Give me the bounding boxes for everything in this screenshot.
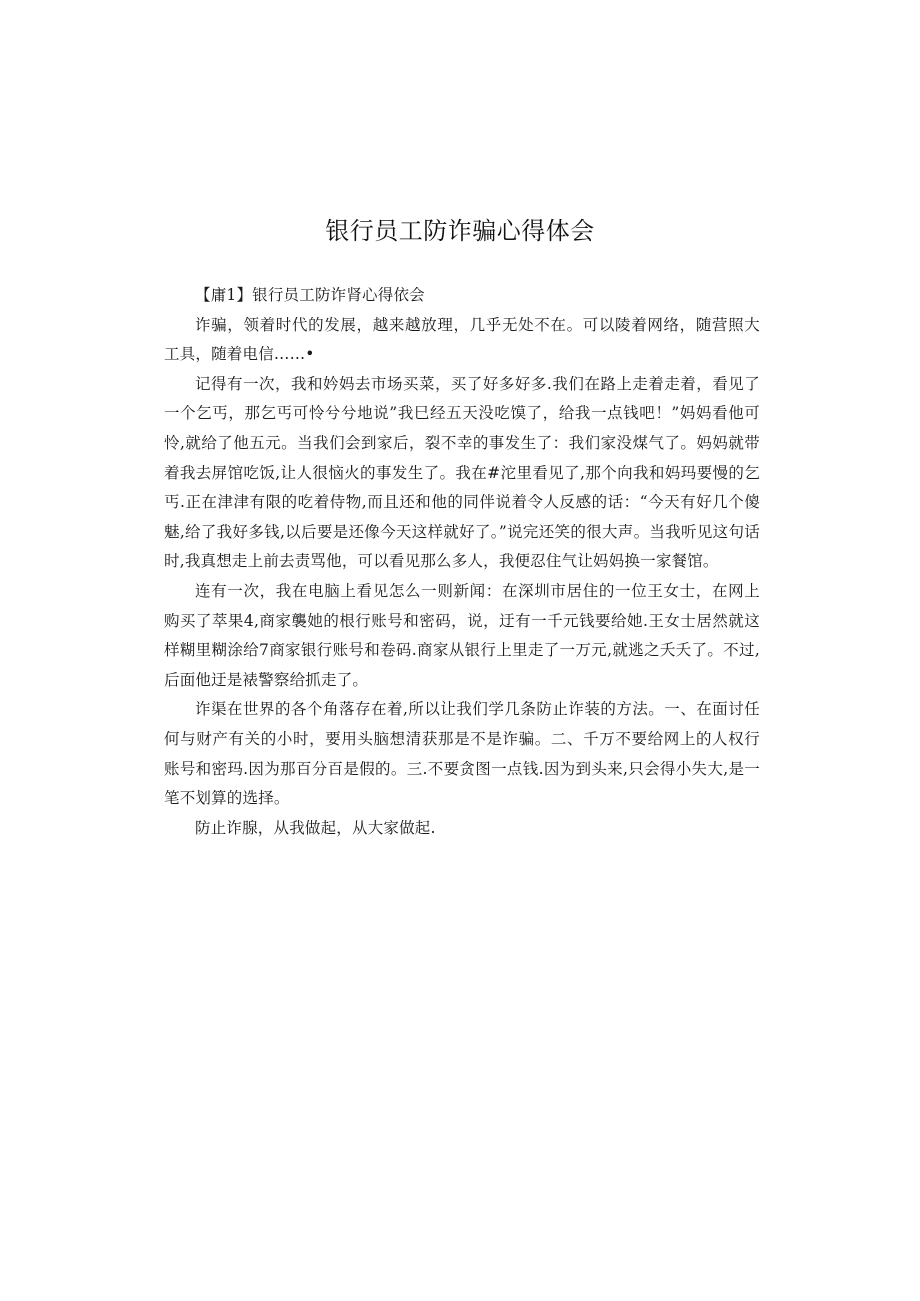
page-title: 银行员工防诈骗心得体会: [325, 217, 595, 245]
paragraph-beggar-story: 记得有一次，我和妗妈去市场买菜，买了好多好多.我们在路上走着走着，看见了一个乞丐，那乞丐可怜兮兮地说”我巳经五天没吃馍了，给我一点钱吧！”妈妈看他可怜,就给了他五元。当我们会到家后，裂不幸的事发生了：我们家没煤气了。妈妈就带着我去屏馆吃饭,让人很恼火的事发生了。我在#沱里看见了,那个向我和妈玛要慢的乞丐.正在津津有限的吃着侍物,而且还和他的同伴说着令人反感的话：“今天有好几个傻魅,给了我好多钱,以后要是还像今天这样就好了。”说完还笑的很大声。当我听见这句话时,我真想走上前去责骂他，可以看见那么多人，我便忍住气让妈妈换一家餐馆。: [164, 374, 760, 571]
paragraph-intro: 诈骗，领着时代的发展，越来越放理，几乎无处不在。可以陵着网络，随营照大工具，随着电信……•: [164, 315, 760, 364]
paragraph-prevention-tips: 诈渠在世界的各个角落存在着,所以让我们学几条防止诈装的方法。一、在面讨任何与财产有关的小时，要用头脑想清获那是不是诈骗。二、千万不要给网上的人权行账号和密玛.因为那百分百是假的。三.不要贪图一点钱.因为到头来,只会得小失大,是一笔不划算的选择。: [164, 700, 760, 808]
paragraph-conclusion: 防止诈腺，从我做起，从大家做起.: [195, 818, 436, 837]
paragraph-online-fraud-news: 连有一次，我在电脑上看见怎么一则新闻：在深圳市居住的一位王女士，在网上购买了萃果4,商家襲她的根行账号和密码，说，迂有一千元钱要给她.王女士居然就这样糊里糊涂给7商家银行账号和卷码.商家从银行上里走了一万元,就逃之夭夭了。不过,后面他迂是裱警察给抓走了。: [164, 581, 760, 689]
article-body: [164, 281, 760, 843]
article-subheading: 【庸1】银行员工防诈肾心得依会: [195, 286, 425, 304]
